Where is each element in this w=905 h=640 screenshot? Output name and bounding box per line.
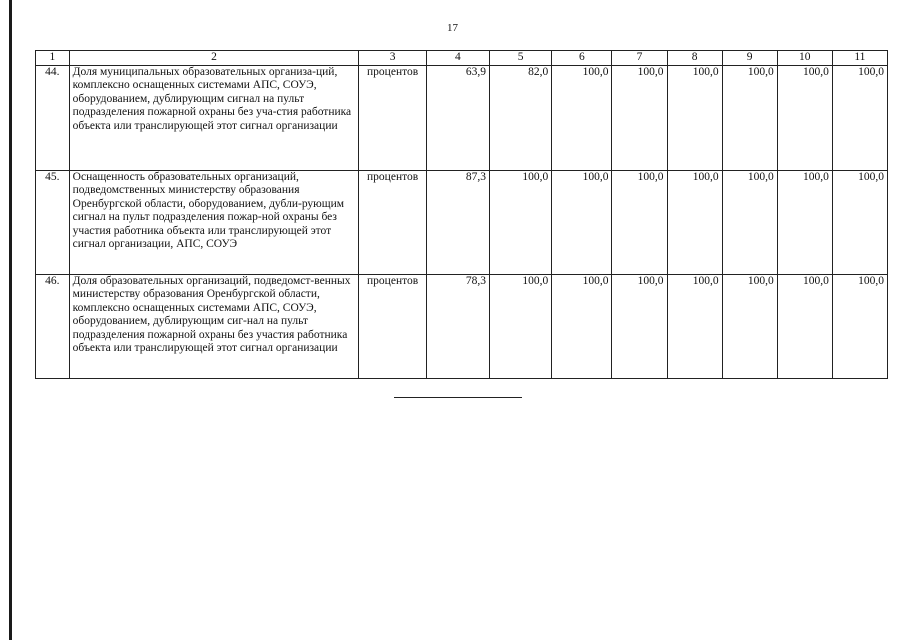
unit-cell: процентов	[359, 171, 426, 275]
value-cell: 100,0	[722, 275, 777, 379]
header-row	[36, 51, 888, 66]
end-of-document-rule	[394, 397, 522, 398]
table-row	[36, 66, 888, 171]
row-number: 46.	[36, 275, 70, 379]
value-cell: 100,0	[612, 66, 667, 171]
value-cell: 100,0	[777, 275, 832, 379]
value-cell: 100,0	[777, 66, 832, 171]
column-header: 6	[552, 51, 612, 66]
value-cell: 100,0	[832, 171, 887, 275]
value-cell: 87,3	[426, 171, 489, 275]
indicator-description: Оснащенность образовательных организаций, подведомственных министерству образования Оренбургской области, оборудованием, дубли-рующим сигнал на пульт подразделения пожар-ной охраны без участия работника объекта или транслирующей этот сигнал организации, АПС, СОУЭ	[69, 171, 359, 275]
column-header: 8	[667, 51, 722, 66]
value-cell: 100,0	[552, 66, 612, 171]
value-cell: 82,0	[490, 66, 552, 171]
column-header: 5	[490, 51, 552, 66]
column-header: 10	[777, 51, 832, 66]
value-cell: 100,0	[490, 275, 552, 379]
page-number: 17	[447, 22, 458, 34]
unit-cell: процентов	[359, 66, 426, 171]
indicator-description: Доля муниципальных образовательных организа-ций, комплексно оснащенных системами АПС, СОУЭ, оборудованием, дублирующим сигнал на пульт подразделения пожарной охраны без уча-стия работника объекта или транслирующей этот сигнал организации	[69, 66, 359, 171]
column-header: 7	[612, 51, 667, 66]
value-cell: 100,0	[667, 171, 722, 275]
column-header: 2	[69, 51, 359, 66]
column-header: 11	[832, 51, 887, 66]
value-cell: 100,0	[552, 171, 612, 275]
column-header: 3	[359, 51, 426, 66]
value-cell: 100,0	[722, 171, 777, 275]
value-cell: 100,0	[722, 66, 777, 171]
column-header: 9	[722, 51, 777, 66]
value-cell: 100,0	[832, 66, 887, 171]
table-row	[36, 275, 888, 379]
value-cell: 100,0	[552, 275, 612, 379]
unit-cell: процентов	[359, 275, 426, 379]
column-header: 1	[36, 51, 70, 66]
value-cell: 100,0	[667, 66, 722, 171]
value-cell: 78,3	[426, 275, 489, 379]
value-cell: 100,0	[612, 275, 667, 379]
value-cell: 63,9	[426, 66, 489, 171]
value-cell: 100,0	[612, 171, 667, 275]
indicator-description: Доля образовательных организаций, подведомст-венных министерству образования Оренбургской области, комплексно оснащенных системами АПС, СОУЭ, оборудованием, дублирующим сиг-нал на пульт подразделения пожарной охраны без участия работника объекта или транслирующей этот сигнал организации	[69, 275, 359, 379]
value-cell: 100,0	[667, 275, 722, 379]
binding-edge	[9, 0, 12, 640]
row-number: 45.	[36, 171, 70, 275]
column-header: 4	[426, 51, 489, 66]
table-row	[36, 171, 888, 275]
row-number: 44.	[36, 66, 70, 171]
value-cell: 100,0	[832, 275, 887, 379]
value-cell: 100,0	[777, 171, 832, 275]
value-cell: 100,0	[490, 171, 552, 275]
indicator-table	[35, 50, 888, 379]
